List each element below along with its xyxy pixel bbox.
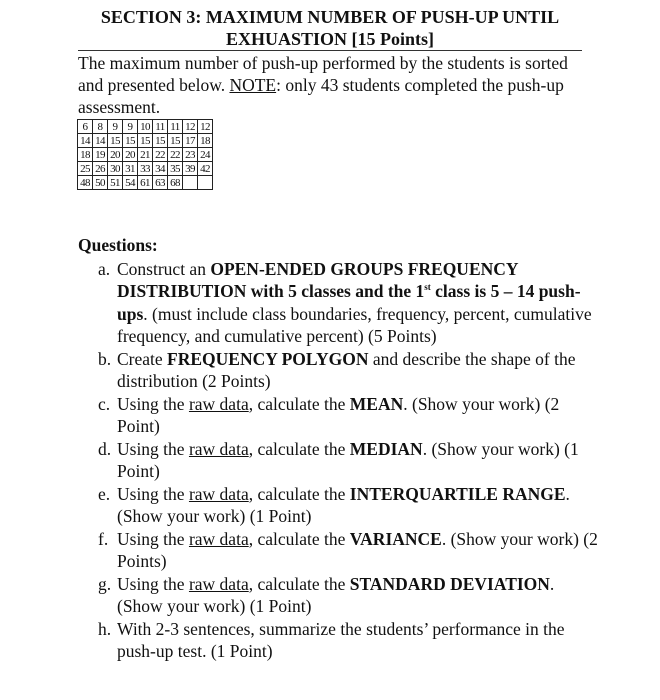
table-cell: 14 xyxy=(93,134,108,148)
question-e-bold1: INTERQUARTILE RANGE xyxy=(349,483,566,504)
question-g-text2: , calculate the xyxy=(248,573,350,594)
question-c-letter: c. xyxy=(98,393,111,414)
table-cell: 48 xyxy=(78,176,93,190)
table-cell: 34 xyxy=(153,162,168,176)
question-e-text2: , calculate the xyxy=(248,483,350,504)
pushup-data-table xyxy=(77,119,213,190)
table-cell: 61 xyxy=(138,176,153,190)
question-g-text1: Using the xyxy=(117,573,189,594)
question-c xyxy=(78,393,598,438)
question-g-underline: raw data xyxy=(188,573,249,594)
intro-paragraph xyxy=(78,52,588,118)
question-a-sup: st xyxy=(424,282,431,293)
table-cell: 51 xyxy=(108,176,123,190)
table-cell: 18 xyxy=(78,148,93,162)
question-c-bold1: MEAN xyxy=(349,393,404,414)
table-cell: 12 xyxy=(183,120,198,134)
table-cell: 63 xyxy=(153,176,168,190)
table-cell: 33 xyxy=(138,162,153,176)
question-d xyxy=(78,438,598,483)
title-divider xyxy=(78,50,582,51)
question-b-text2: and describe the shape of the distribution (2 Points) xyxy=(117,348,576,391)
table-cell: 17 xyxy=(183,134,198,148)
question-d-text2: , calculate the xyxy=(248,438,350,459)
question-a xyxy=(78,258,598,348)
table-row xyxy=(78,148,213,162)
table-cell: 15 xyxy=(123,134,138,148)
question-g-letter: g. xyxy=(98,573,112,594)
section-title-line1: SECTION 3: MAXIMUM NUMBER OF PUSH-UP UNTIL xyxy=(100,7,560,27)
question-d-underline: raw data xyxy=(188,438,249,459)
table-cell: 68 xyxy=(168,176,183,190)
question-g-text3: . (Show your work) (1 Point) xyxy=(117,573,555,616)
question-a-bold2: class is 5 – 14 push-ups xyxy=(117,281,581,324)
question-b xyxy=(78,348,598,393)
question-c-text2: , calculate the xyxy=(248,393,350,414)
question-h-text1: With 2-3 sentences, summarize the students’ performance in the push-up test. (1 Point) xyxy=(117,618,565,661)
question-e-text1: Using the xyxy=(117,483,189,504)
questions-heading: Questions: xyxy=(78,235,158,255)
question-h xyxy=(78,618,598,663)
table-cell: 14 xyxy=(78,134,93,148)
table-row xyxy=(78,176,213,190)
question-e xyxy=(78,483,598,528)
table-cell: 20 xyxy=(123,148,138,162)
question-g xyxy=(78,573,598,618)
question-b-letter: b. xyxy=(98,348,112,369)
question-a-bold1: OPEN-ENDED GROUPS FREQUENCY DISTRIBUTION with 5 classes and the 1 xyxy=(117,258,518,301)
question-e-underline: raw data xyxy=(188,483,249,504)
question-c-text1: Using the xyxy=(117,393,189,414)
table-cell: 15 xyxy=(138,134,153,148)
table-cell: 18 xyxy=(198,134,213,148)
table-row xyxy=(78,120,213,134)
table-cell: 8 xyxy=(93,120,108,134)
intro-text1: The maximum number of push-up performed by the students is sorted and presented below. xyxy=(78,53,568,95)
question-f-letter: f. xyxy=(98,528,109,549)
question-b-bold1: FREQUENCY POLYGON xyxy=(167,348,369,369)
table-cell: 39 xyxy=(183,162,198,176)
table-cell: 22 xyxy=(153,148,168,162)
table-cell: 15 xyxy=(153,134,168,148)
section-title xyxy=(78,6,582,50)
question-d-letter: d. xyxy=(98,438,112,459)
table-cell: 24 xyxy=(198,148,213,162)
table-cell: 12 xyxy=(198,120,213,134)
table-cell: 10 xyxy=(138,120,153,134)
question-f-bold1: VARIANCE xyxy=(349,528,442,549)
table-row xyxy=(78,134,213,148)
question-e-text3: . (Show your work) (1 Point) xyxy=(117,483,570,526)
question-f-underline: raw data xyxy=(188,528,249,549)
question-d-text1: Using the xyxy=(117,438,189,459)
table-cell: 42 xyxy=(198,162,213,176)
table-cell: 20 xyxy=(108,148,123,162)
question-e-letter: e. xyxy=(98,483,111,504)
table-row xyxy=(78,162,213,176)
table-cell: 35 xyxy=(168,162,183,176)
questions-section xyxy=(78,234,598,663)
table-cell: 21 xyxy=(138,148,153,162)
question-a-letter: a. xyxy=(98,258,111,279)
table-cell: 31 xyxy=(123,162,138,176)
question-f-text3: . (Show your work) (2 Points) xyxy=(117,528,598,571)
table-cell: 6 xyxy=(78,120,93,134)
table-cell xyxy=(183,176,198,190)
table-cell: 9 xyxy=(108,120,123,134)
table-cell: 15 xyxy=(108,134,123,148)
table-cell: 22 xyxy=(168,148,183,162)
question-b-text1: Create xyxy=(117,348,168,369)
table-cell: 11 xyxy=(168,120,183,134)
question-d-bold1: MEDIAN xyxy=(349,438,423,459)
question-g-bold1: STANDARD DEVIATION xyxy=(349,573,550,594)
table-cell: 19 xyxy=(93,148,108,162)
question-f-text1: Using the xyxy=(117,528,189,549)
question-a-text2: . (must include class boundaries, frequency, percent, cumulative frequency, and cumulative percent) (5 Points) xyxy=(117,303,592,346)
table-cell: 26 xyxy=(93,162,108,176)
table-cell: 54 xyxy=(123,176,138,190)
intro-text2: : only 43 students completed the push-up assessment. xyxy=(78,75,564,117)
question-d-text3: . (Show your work) (1 Point) xyxy=(117,438,579,481)
question-h-letter: h. xyxy=(98,618,112,639)
table-cell: 30 xyxy=(108,162,123,176)
question-c-underline: raw data xyxy=(188,393,249,414)
question-f-text2: , calculate the xyxy=(248,528,350,549)
table-cell: 25 xyxy=(78,162,93,176)
table-cell: 9 xyxy=(123,120,138,134)
table-cell xyxy=(198,176,213,190)
question-c-text3: . (Show your work) (2 Point) xyxy=(117,393,560,436)
table-cell: 23 xyxy=(183,148,198,162)
question-f xyxy=(78,528,598,573)
note-label: NOTE xyxy=(229,75,277,95)
section-title-line2: EXHUASTION [15 Points] xyxy=(225,29,435,49)
question-a-text1: Construct an xyxy=(117,258,211,279)
table-cell: 11 xyxy=(153,120,168,134)
table-cell: 15 xyxy=(168,134,183,148)
table-cell: 50 xyxy=(93,176,108,190)
